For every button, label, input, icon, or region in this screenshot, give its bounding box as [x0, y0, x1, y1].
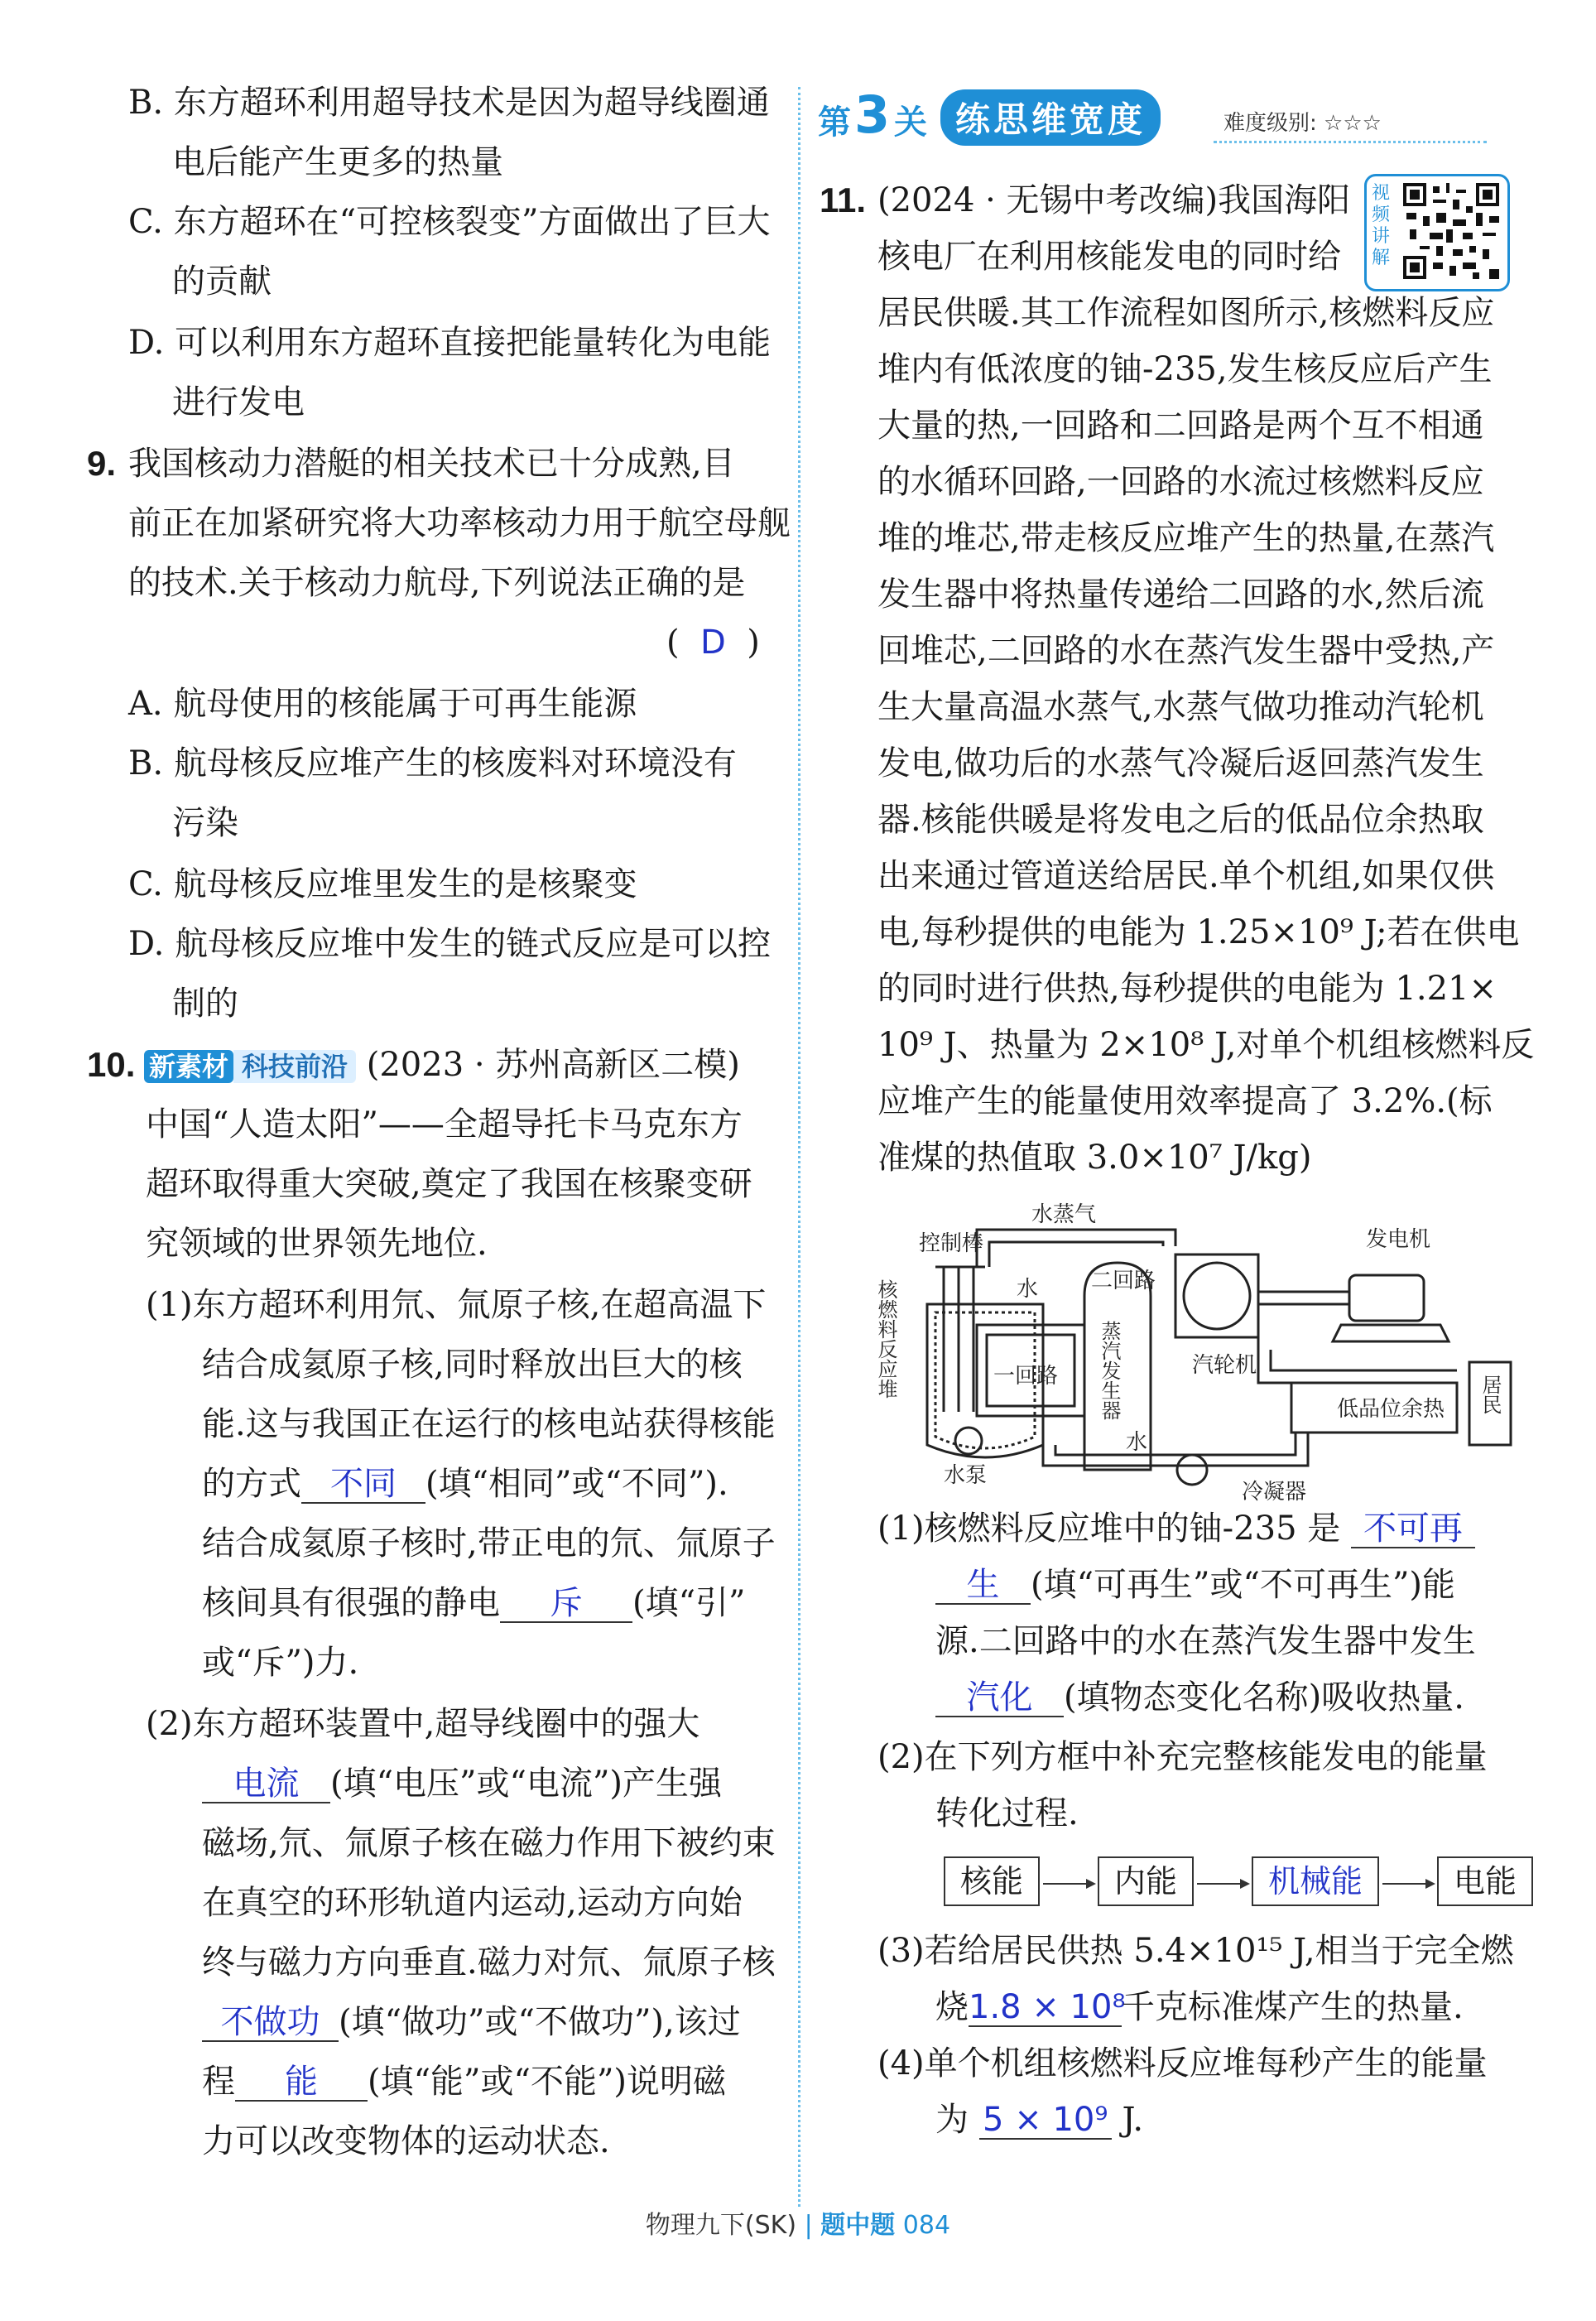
diagram-reactor-label: 核燃料反应堆: [874, 1279, 897, 1399]
q11-part2-line2: 转化过程.: [935, 1794, 1079, 1832]
q10-header: [144, 1045, 740, 1085]
q11-line4: 堆内有低浓度的铀-235,发生核反应后产生: [877, 350, 1493, 388]
q10-part1-line1: (1)东方超环利用氘、氚原子核,在超高温下: [146, 1286, 767, 1324]
q9-option-b-line2: 污染: [172, 804, 238, 842]
q11-line15: 的同时进行供热,每秒提供的电能为 1.21×: [877, 970, 1497, 1008]
flow-box-internal: 内能: [1098, 1856, 1194, 1906]
flow-arrow-1: [1043, 1883, 1094, 1885]
qr-label: 视频讲解: [1372, 183, 1391, 268]
q10-part2-line4: 在真空的环形轨道内运动,运动方向始: [202, 1884, 743, 1922]
q11-line18: 准煤的热值取 3.0×10⁷ J/kg): [877, 1139, 1312, 1177]
diagram-loop1-label: 一回路: [993, 1364, 1059, 1389]
q10-answer-3: 电流: [202, 1764, 330, 1803]
q11-line5: 大量的热,一回路和二回路是两个互不相通: [877, 407, 1484, 445]
q10-part2-line1: (2)东方超环装置中,超导线圈中的强大: [146, 1705, 700, 1743]
section-header: [818, 84, 1505, 147]
q10-part1-line2: 结合成氦原子核,同时释放出巨大的核: [202, 1346, 743, 1384]
q11-part2-line1: (2)在下列方框中补充完整核能发电的能量: [877, 1738, 1488, 1776]
diagram-rod-label: 控制棒: [919, 1231, 984, 1256]
flow-box-electric: 电能: [1437, 1856, 1533, 1906]
q10-part2-line5: 终与磁力方向垂直.磁力对氘、氚原子核: [202, 1943, 776, 1982]
diagram-water2-label: 水: [1126, 1430, 1148, 1455]
flow-box-mechanical: 机械能: [1252, 1856, 1379, 1906]
q11-part4-text: 为: [935, 2101, 969, 2139]
q9-stem-line1: 我国核动力潜艇的相关技术已十分成熟,目: [128, 445, 735, 483]
flow-arrow-2: [1197, 1883, 1248, 1885]
diagram-condenser-label: 冷凝器: [1242, 1480, 1307, 1505]
q9-number: 9.: [87, 444, 117, 483]
q11-part3-line1: (3)若给居民供热 5.4×10¹⁵ J,相当于完全燃: [877, 1932, 1514, 1970]
q8-option-b-line1: B. 东方超环利用超导技术是因为超导线圈通: [128, 84, 770, 122]
section-prefix: 第: [818, 104, 851, 142]
q10-part1-hint: (填“相同”或“不同”).: [425, 1465, 728, 1503]
q10-answer-4: 不做功: [202, 2002, 339, 2042]
q9-option-d-line1: D. 航母核反应堆中发生的链式反应是可以控: [128, 925, 772, 963]
q11-part4-line1: (4)单个机组核燃料反应堆每秒产生的能量: [877, 2044, 1488, 2083]
diagram-residents-label: 居民: [1478, 1375, 1502, 1414]
q8-option-b-line2: 电后能产生更多的热量: [172, 143, 503, 181]
q10-answer-2: 斥: [500, 1583, 632, 1623]
q11-line1: (2024 · 无锡中考改编)我国海阳: [877, 181, 1351, 219]
q9-option-d-line2: 制的: [172, 985, 238, 1023]
flow-arrow-3: [1382, 1883, 1434, 1885]
q10-part2-line6: [202, 2002, 741, 2042]
energy-flow: [944, 1856, 1533, 1906]
q8-option-c-line2: 的贡献: [172, 262, 272, 301]
q10-part2-hint3: (填“能”或“不能”)说明磁: [368, 2063, 727, 2101]
q11-part4-unit: J.: [1122, 2101, 1144, 2139]
qr-icon: [1403, 183, 1499, 279]
q10-part1-text: 的方式: [202, 1465, 301, 1503]
q11-line17: 应堆产生的能量使用效率提高了 3.2%.(标: [877, 1082, 1493, 1120]
q11-part1-line3: 源.二回路中的水在蒸汽发生器中发生: [935, 1622, 1476, 1660]
section-number: 3: [854, 84, 891, 145]
q10-answer-1: 不同: [301, 1464, 425, 1504]
q11-answer-4: 5 × 10⁹: [979, 2100, 1112, 2140]
q11-part3-text: 烧: [935, 1988, 969, 2026]
q9-option-b-line1: B. 航母核反应堆产生的核废料对环境没有: [128, 744, 737, 782]
q11-line14: 电,每秒提供的电能为 1.25×10⁹ J;若在供电: [877, 913, 1520, 951]
q9-stem-line2: 前正在加紧研究将大功率核动力用于航空母舰: [128, 504, 791, 542]
footer-series: 题中题: [820, 2211, 896, 2240]
q8-option-d-line1: D. 可以利用东方超环直接把能量转化为电能: [128, 324, 772, 362]
q9-stem-line3: 的技术.关于核动力航母,下列说法正确的是: [128, 564, 746, 602]
q10-part1-text2: 核间具有很强的静电: [202, 1584, 500, 1622]
diagram-generator-label: 发电机: [1366, 1227, 1431, 1252]
q11-part1-line2: [935, 1565, 1455, 1605]
q11-part1-line4: [935, 1678, 1464, 1717]
q11-part1-line1: [877, 1509, 1475, 1548]
q11-line10: 生大量高温水蒸气,水蒸气做功推动汽轮机: [877, 688, 1484, 726]
diagram-loop2-label: 二回路: [1091, 1269, 1156, 1293]
q11-answer-3: 1.8 × 10⁸: [969, 1988, 1126, 2026]
q11-line3: 居民供暖.其工作流程如图所示,核燃料反应: [877, 294, 1495, 332]
q10-part1-hint2: (填“引”: [632, 1584, 746, 1622]
q10-answer-5: 能: [235, 2062, 368, 2102]
q10-stem-line3: 究领域的世界领先地位.: [146, 1225, 488, 1263]
q10-part1-line3: 能.这与我国正在运行的核电站获得核能: [202, 1405, 776, 1443]
q11-line16: 10⁹ J、热量为 2×10⁸ J,对单个机组核燃料反: [877, 1026, 1535, 1064]
q11-line12: 器.核能供暖是将发电之后的低品位余热取: [877, 801, 1484, 839]
q11-line13: 出来通过管道送给居民.单个机组,如果仅供: [877, 857, 1495, 895]
new-material-tag: 新素材: [144, 1050, 233, 1083]
header-rule: [1214, 141, 1487, 143]
q11-part1-hint2: (填物态变化名称)吸收热量.: [1064, 1678, 1464, 1717]
diagram-steam-generator-label: 蒸汽发生器: [1098, 1321, 1121, 1420]
q10-part2-hint2: (填“做功”或“不做功”),该过: [339, 2003, 741, 2041]
q10-number: 10.: [87, 1045, 136, 1084]
q11-line11: 发电,做功后的水蒸气冷凝后返回蒸汽发生: [877, 744, 1484, 782]
q8-option-d-line2: 进行发电: [172, 383, 305, 421]
q11-part1-hint: (填“可再生”或“不可再生”)能: [1031, 1566, 1456, 1604]
q10-stem-line1: 中国“人造太阳”——全超导托卡马克东方: [146, 1105, 743, 1144]
q10-part2-text: 程: [202, 2063, 235, 2101]
column-divider: [798, 87, 800, 2207]
section-title: 练思维宽度: [940, 89, 1161, 146]
q10-part1-line6: [202, 1583, 746, 1623]
q11-line9: 回堆芯,二回路的水在蒸汽发生器中受热,产: [877, 632, 1495, 670]
q11-line6: 的水循环回路,一回路的水流过核燃料反应: [877, 463, 1484, 501]
q11-line8: 发生器中将热量传递给二回路的水,然后流: [877, 575, 1484, 614]
q11-part1-text: (1)核燃料反应堆中的铀-235 是: [877, 1510, 1341, 1548]
footer-page-number: 084: [902, 2211, 951, 2240]
diagram-turbine-label: 汽轮机: [1192, 1353, 1257, 1378]
q9-answer: D: [700, 624, 726, 662]
q9-option-c: C. 航母核反应堆里发生的是核聚变: [128, 865, 637, 903]
q10-part2-hint: (填“电压”或“电流”)产生强: [330, 1765, 723, 1803]
q11-part3-line2: [935, 1987, 1464, 2027]
q10-part2-line3: 磁场,氘、氚原子核在磁力作用下被约束: [202, 1824, 776, 1862]
tech-frontier-tag: 科技前沿: [233, 1050, 356, 1083]
diagram-water1-label: 水: [1017, 1277, 1039, 1302]
q10-part2-line7: [202, 2062, 726, 2102]
q8-option-c-line1: C. 东方超环在“可控核裂变”方面做出了巨大: [128, 203, 771, 241]
flow-box-nuclear: 核能: [944, 1856, 1040, 1906]
footer-sep: |: [804, 2211, 813, 2240]
q10-part1-line7: 或“斥”)力.: [202, 1644, 359, 1682]
footer-book: 物理九下(SK): [645, 2211, 797, 2240]
q11-answer-1b: 生: [935, 1565, 1031, 1605]
difficulty-label: 难度级别: ☆☆☆: [1223, 111, 1382, 136]
q11-part3-hint: 千克标准煤产生的热量.: [1122, 1988, 1464, 2026]
diagram-lowheat-label: 低品位余热: [1337, 1397, 1445, 1422]
page-footer: [0, 2204, 1596, 2241]
qr-code[interactable]: [1364, 174, 1510, 291]
q11-part4-line2: [935, 2100, 1143, 2140]
diagram-steam-label: 水蒸气: [1031, 1202, 1097, 1227]
q10-part2-line2: [202, 1764, 722, 1803]
q10-source: (2023 · 苏州高新区二模): [366, 1046, 740, 1084]
q10-stem-line2: 超环取得重大突破,奠定了我国在核聚变研: [146, 1165, 752, 1203]
nuclear-plant-diagram: [874, 1197, 1515, 1505]
q10-part1-line5: 结合成氦原子核时,带正电的氘、氚原子: [202, 1524, 776, 1563]
section-suffix: 关: [894, 104, 927, 142]
q10-part1-line4: [202, 1464, 728, 1504]
q11-answer-2: 汽化: [935, 1678, 1064, 1717]
q10-part2-line8: 力可以改变物体的运动状态.: [202, 2122, 610, 2160]
diagram-pump-label: 水泵: [944, 1463, 988, 1488]
q9-answer-bracket: ( D ): [666, 624, 760, 662]
q11-number: 11.: [820, 181, 867, 219]
q11-line2: 核电厂在利用核能发电的同时给: [877, 238, 1341, 276]
q9-option-a: A. 航母使用的核能属于可再生能源: [128, 685, 637, 723]
q11-answer-1a: 不可再: [1351, 1509, 1475, 1548]
q11-line7: 堆的堆芯,带走核反应堆产生的热量,在蒸汽: [877, 519, 1495, 557]
